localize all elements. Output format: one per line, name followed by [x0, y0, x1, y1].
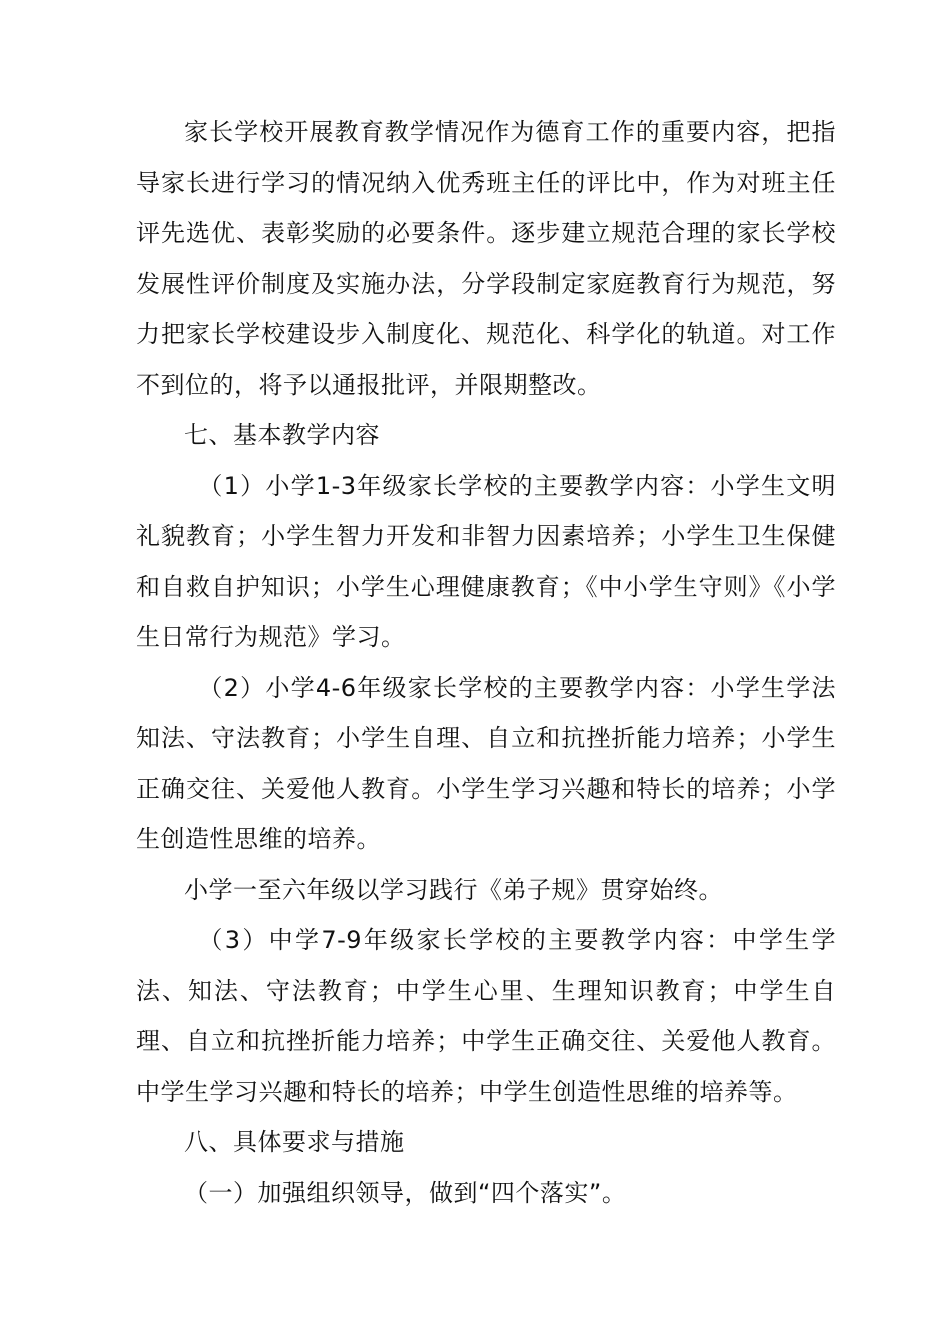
- paragraph-primary-4-6: （2）小学4-6年级家长学校的主要教学内容：小学生学法知法、守法教育；小学生自理、自立和抗挫折能力培养；小学生正确交往、关爱他人教育。小学生学习兴趣和特长的培养；小学生创造性思维的培养。: [136, 673, 836, 853]
- paragraph-dizigui: 小学一至六年级以学习践行《弟子规》贯穿始终。: [184, 875, 723, 904]
- section-heading-eight: 八、具体要求与措施: [184, 1128, 405, 1156]
- paragraph-evaluation: 家长学校开展教育教学情况作为德育工作的重要内容，把指导家长进行学习的情况纳入优秀班主任的评比中，作为对班主任评先选优、表彰奖励的必要条件。逐步建立规范合理的家长学校发展性评价制度及实施办法，分学段制定家庭教育行为规范，努力把家长学校建设步入制度化、规范化、科学化的轨道。对工作不到位的，将予以通报批评，并限期整改。: [136, 118, 836, 399]
- paragraph-middle-7-9: （3）中学7-9年级家长学校的主要教学内容：中学生学法、知法、守法教育；中学生心里、生理知识教育；中学生自理、自立和抗挫折能力培养；中学生正确交往、关爱他人教育。中学生学习兴趣和特长的培养；中学生创造性思维的培养等。: [136, 926, 836, 1106]
- subheading-one: （一）加强组织领导，做到“四个落实”。: [184, 1178, 627, 1207]
- document-body: [136, 107, 836, 1218]
- section-heading-seven: 七、基本教学内容: [184, 421, 380, 449]
- paragraph-primary-1-3: （1）小学1-3年级家长学校的主要教学内容：小学生文明礼貌教育；小学生智力开发和非智力因素培养；小学生卫生保健和自救自护知识；小学生心理健康教育；《中小学生守则》《小学生日常行为规范》学习。: [136, 471, 836, 651]
